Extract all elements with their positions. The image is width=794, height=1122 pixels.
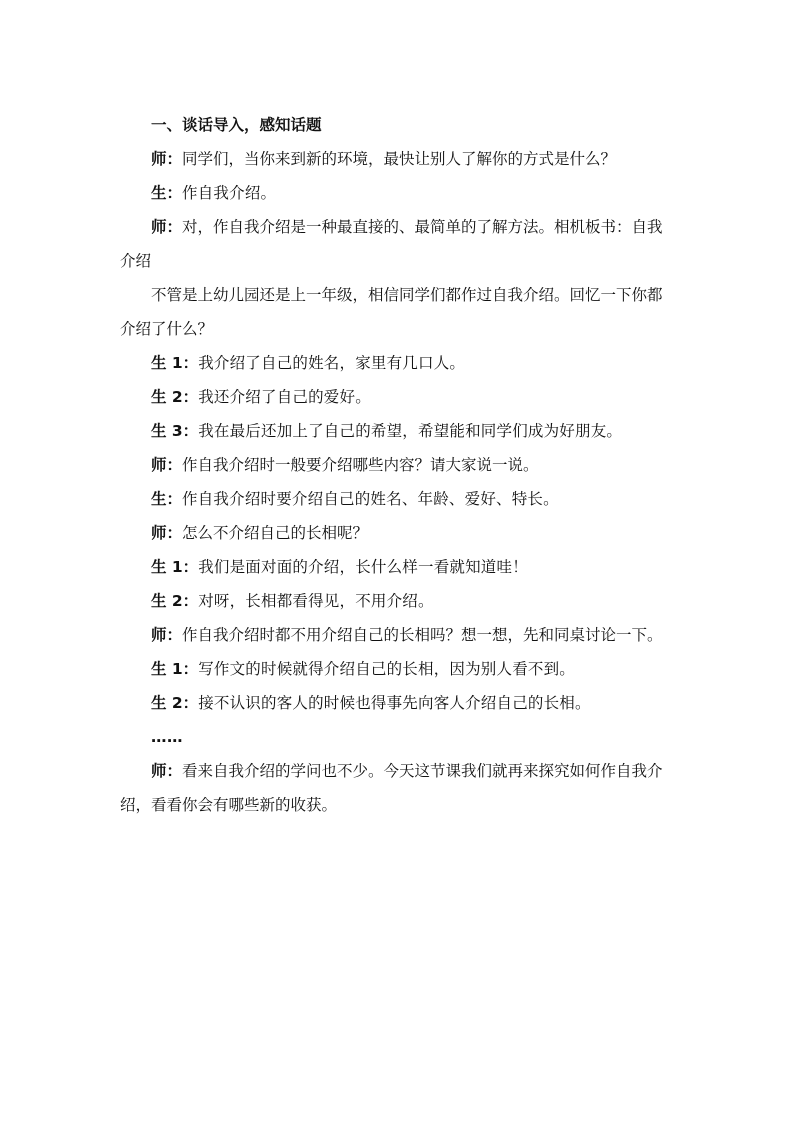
line-text: 接不认识的客人的时候也得事先向客人介绍自己的长相。 [198,694,591,712]
line-continuation: 介绍了什么？ [120,320,214,338]
dialogue-line-student [120,380,680,414]
line-text: 我介绍了自己的姓名，家里有几口人。 [198,354,466,372]
speaker-label: 生 2： [151,694,199,712]
document-body [120,108,680,822]
section-heading: 一、谈话导入，感知话题 [151,116,322,134]
line-text: 看来自我介绍的学问也不少。今天这节课我们就再来探究如何作自我介 [182,762,663,780]
line-text: 作自我介绍时要介绍自己的姓名、年龄、爱好、特长。 [182,490,559,508]
dialogue-line-teacher [120,618,680,652]
dialogue-line-student [120,176,680,210]
line-text: 我在最后还加上了自己的希望，希望能和同学们成为好朋友。 [198,422,623,440]
dialogue-line-teacher [120,448,680,482]
line-text: 怎么不介绍自己的长相呢？ [182,524,369,542]
dialogue-line-student [120,584,680,618]
dialogue-line-teacher [120,142,680,176]
line-text: 对呀，长相都看得见，不用介绍。 [198,592,434,610]
line-text: 作自我介绍。 [182,184,277,202]
line-text: 作自我介绍时一般要介绍哪些内容？请大家说一说。 [182,456,539,474]
line-text: 写作文的时候就得介绍自己的长相，因为别人看不到。 [198,660,575,678]
ellipsis-line: …… [151,728,183,746]
line-continuation: 绍，看看你会有哪些新的收获。 [120,796,338,814]
line-text: 同学们，当你来到新的环境，最快让别人了解你的方式是什么？ [182,150,617,168]
dialogue-line-student [120,346,680,380]
speaker-label: 生 2： [151,592,199,610]
speaker-label: 生 2： [151,388,199,406]
speaker-label: 师： [151,150,183,168]
line-text: 作自我介绍时都不用介绍自己的长相吗？想一想，先和同桌讨论一下。 [182,626,663,644]
dialogue-line-teacher [120,754,680,788]
speaker-label: 师： [151,626,183,644]
dialogue-line-teacher [120,210,680,244]
dialogue-line-student [120,550,680,584]
speaker-label: 生 1： [151,354,199,372]
speaker-label: 师： [151,218,183,236]
speaker-label: 生： [151,184,183,202]
line-continuation: 介绍 [120,252,152,270]
speaker-label: 生： [151,490,183,508]
speaker-label: 师： [151,456,183,474]
line-text: 我们是面对面的介绍，长什么样一看就知道哇！ [198,558,528,576]
speaker-label: 生 3： [151,422,199,440]
dialogue-line-student [120,414,680,448]
speaker-label: 师： [151,524,183,542]
line-text: 我还介绍了自己的爱好。 [198,388,371,406]
narration-line: 不管是上幼儿园还是上一年级，相信同学们都作过自我介绍。回忆一下你都 [151,286,663,304]
line-text: 对，作自我介绍是一种最直接的、最简单的了解方法。相机板书：自我 [182,218,663,236]
speaker-label: 生 1： [151,660,199,678]
speaker-label: 师： [151,762,183,780]
dialogue-line-teacher [120,516,680,550]
dialogue-line-student [120,482,680,516]
speaker-label: 生 1： [151,558,199,576]
dialogue-line-student [120,686,680,720]
dialogue-line-student [120,652,680,686]
